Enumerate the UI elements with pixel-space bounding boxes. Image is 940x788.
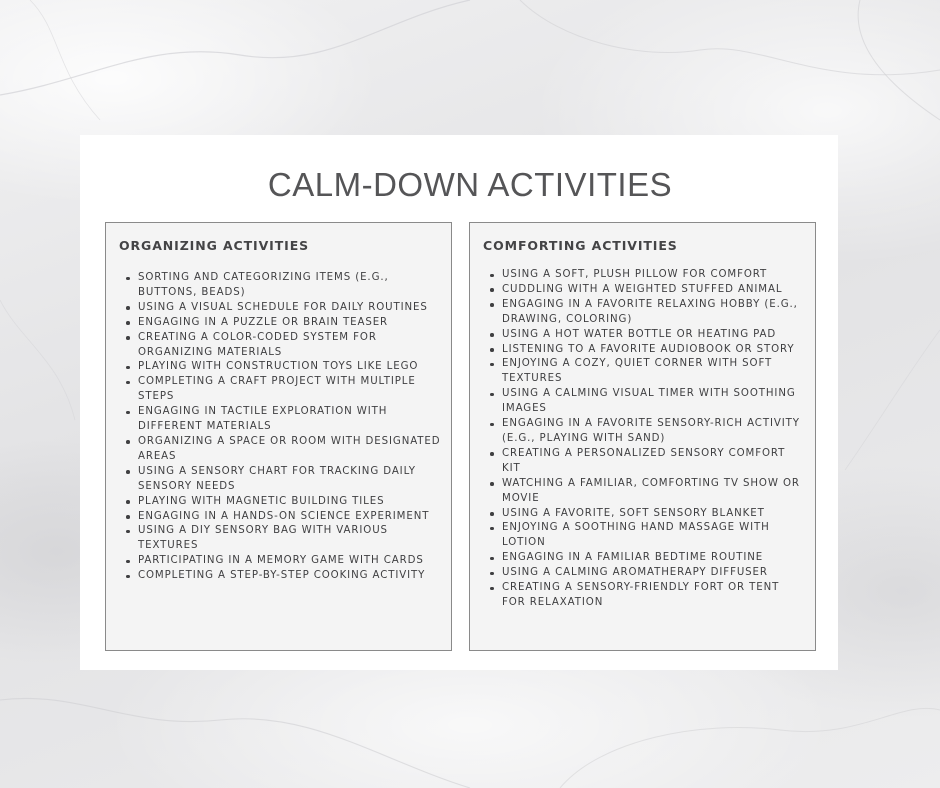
organizing-activities-panel (105, 222, 452, 651)
list-item: USING A DIY SENSORY BAG WITH VARIOUS TEXTURES (121, 524, 441, 554)
list-item: CREATING A COLOR-CODED SYSTEM FOR ORGANIZING MATERIALS (121, 331, 441, 361)
list-item: COMPLETING A CRAFT PROJECT WITH MULTIPLE STEPS (121, 375, 441, 405)
organizing-activities-heading: ORGANIZING ACTIVITIES (119, 238, 310, 253)
list-item: SORTING AND CATEGORIZING ITEMS (E.G., BUTTONS, BEADS) (121, 271, 441, 301)
list-item: USING A SENSORY CHART FOR TRACKING DAILY SENSORY NEEDS (121, 465, 441, 495)
list-item: ENJOYING A COZY, QUIET CORNER WITH SOFT TEXTURES (485, 357, 805, 387)
list-item: USING A VISUAL SCHEDULE FOR DAILY ROUTINES (121, 301, 441, 316)
comforting-activities-panel (469, 222, 816, 651)
list-item: PLAYING WITH CONSTRUCTION TOYS LIKE LEGO (121, 360, 441, 375)
list-item: CREATING A PERSONALIZED SENSORY COMFORT KIT (485, 447, 805, 477)
page-title: CALM-DOWN ACTIVITIES (267, 166, 673, 203)
list-item: ENGAGING IN A HANDS-ON SCIENCE EXPERIMENT (121, 510, 441, 525)
list-item: USING A HOT WATER BOTTLE OR HEATING PAD (485, 328, 805, 343)
list-item: USING A SOFT, PLUSH PILLOW FOR COMFORT (485, 268, 805, 283)
list-item: WATCHING A FAMILIAR, COMFORTING TV SHOW OR MOVIE (485, 477, 805, 507)
comforting-activities-heading: COMFORTING ACTIVITIES (483, 238, 678, 253)
list-item: ENJOYING A SOOTHING HAND MASSAGE WITH LOTION (485, 521, 805, 551)
list-item: CREATING A SENSORY-FRIENDLY FORT OR TENT FOR RELAXATION (485, 581, 805, 611)
list-item: ENGAGING IN TACTILE EXPLORATION WITH DIFFERENT MATERIALS (121, 405, 441, 435)
list-item: USING A CALMING VISUAL TIMER WITH SOOTHING IMAGES (485, 387, 805, 417)
list-item: COMPLETING A STEP-BY-STEP COOKING ACTIVITY (121, 569, 441, 584)
list-item: ENGAGING IN A PUZZLE OR BRAIN TEASER (121, 316, 441, 331)
list-item: USING A FAVORITE, SOFT SENSORY BLANKET (485, 507, 805, 522)
list-item: USING A CALMING AROMATHERAPY DIFFUSER (485, 566, 805, 581)
list-item: ENGAGING IN A FAVORITE RELAXING HOBBY (E.G., DRAWING, COLORING) (485, 298, 805, 328)
comforting-activities-list (485, 268, 805, 611)
organizing-activities-list (121, 271, 441, 584)
list-item: LISTENING TO A FAVORITE AUDIOBOOK OR STORY (485, 343, 805, 358)
list-item: ENGAGING IN A FAVORITE SENSORY-RICH ACTIVITY (E.G., PLAYING WITH SAND) (485, 417, 805, 447)
list-item: PARTICIPATING IN A MEMORY GAME WITH CARDS (121, 554, 441, 569)
list-item: ORGANIZING A SPACE OR ROOM WITH DESIGNATED AREAS (121, 435, 441, 465)
list-item: CUDDLING WITH A WEIGHTED STUFFED ANIMAL (485, 283, 805, 298)
list-item: PLAYING WITH MAGNETIC BUILDING TILES (121, 495, 441, 510)
list-item: ENGAGING IN A FAMILIAR BEDTIME ROUTINE (485, 551, 805, 566)
